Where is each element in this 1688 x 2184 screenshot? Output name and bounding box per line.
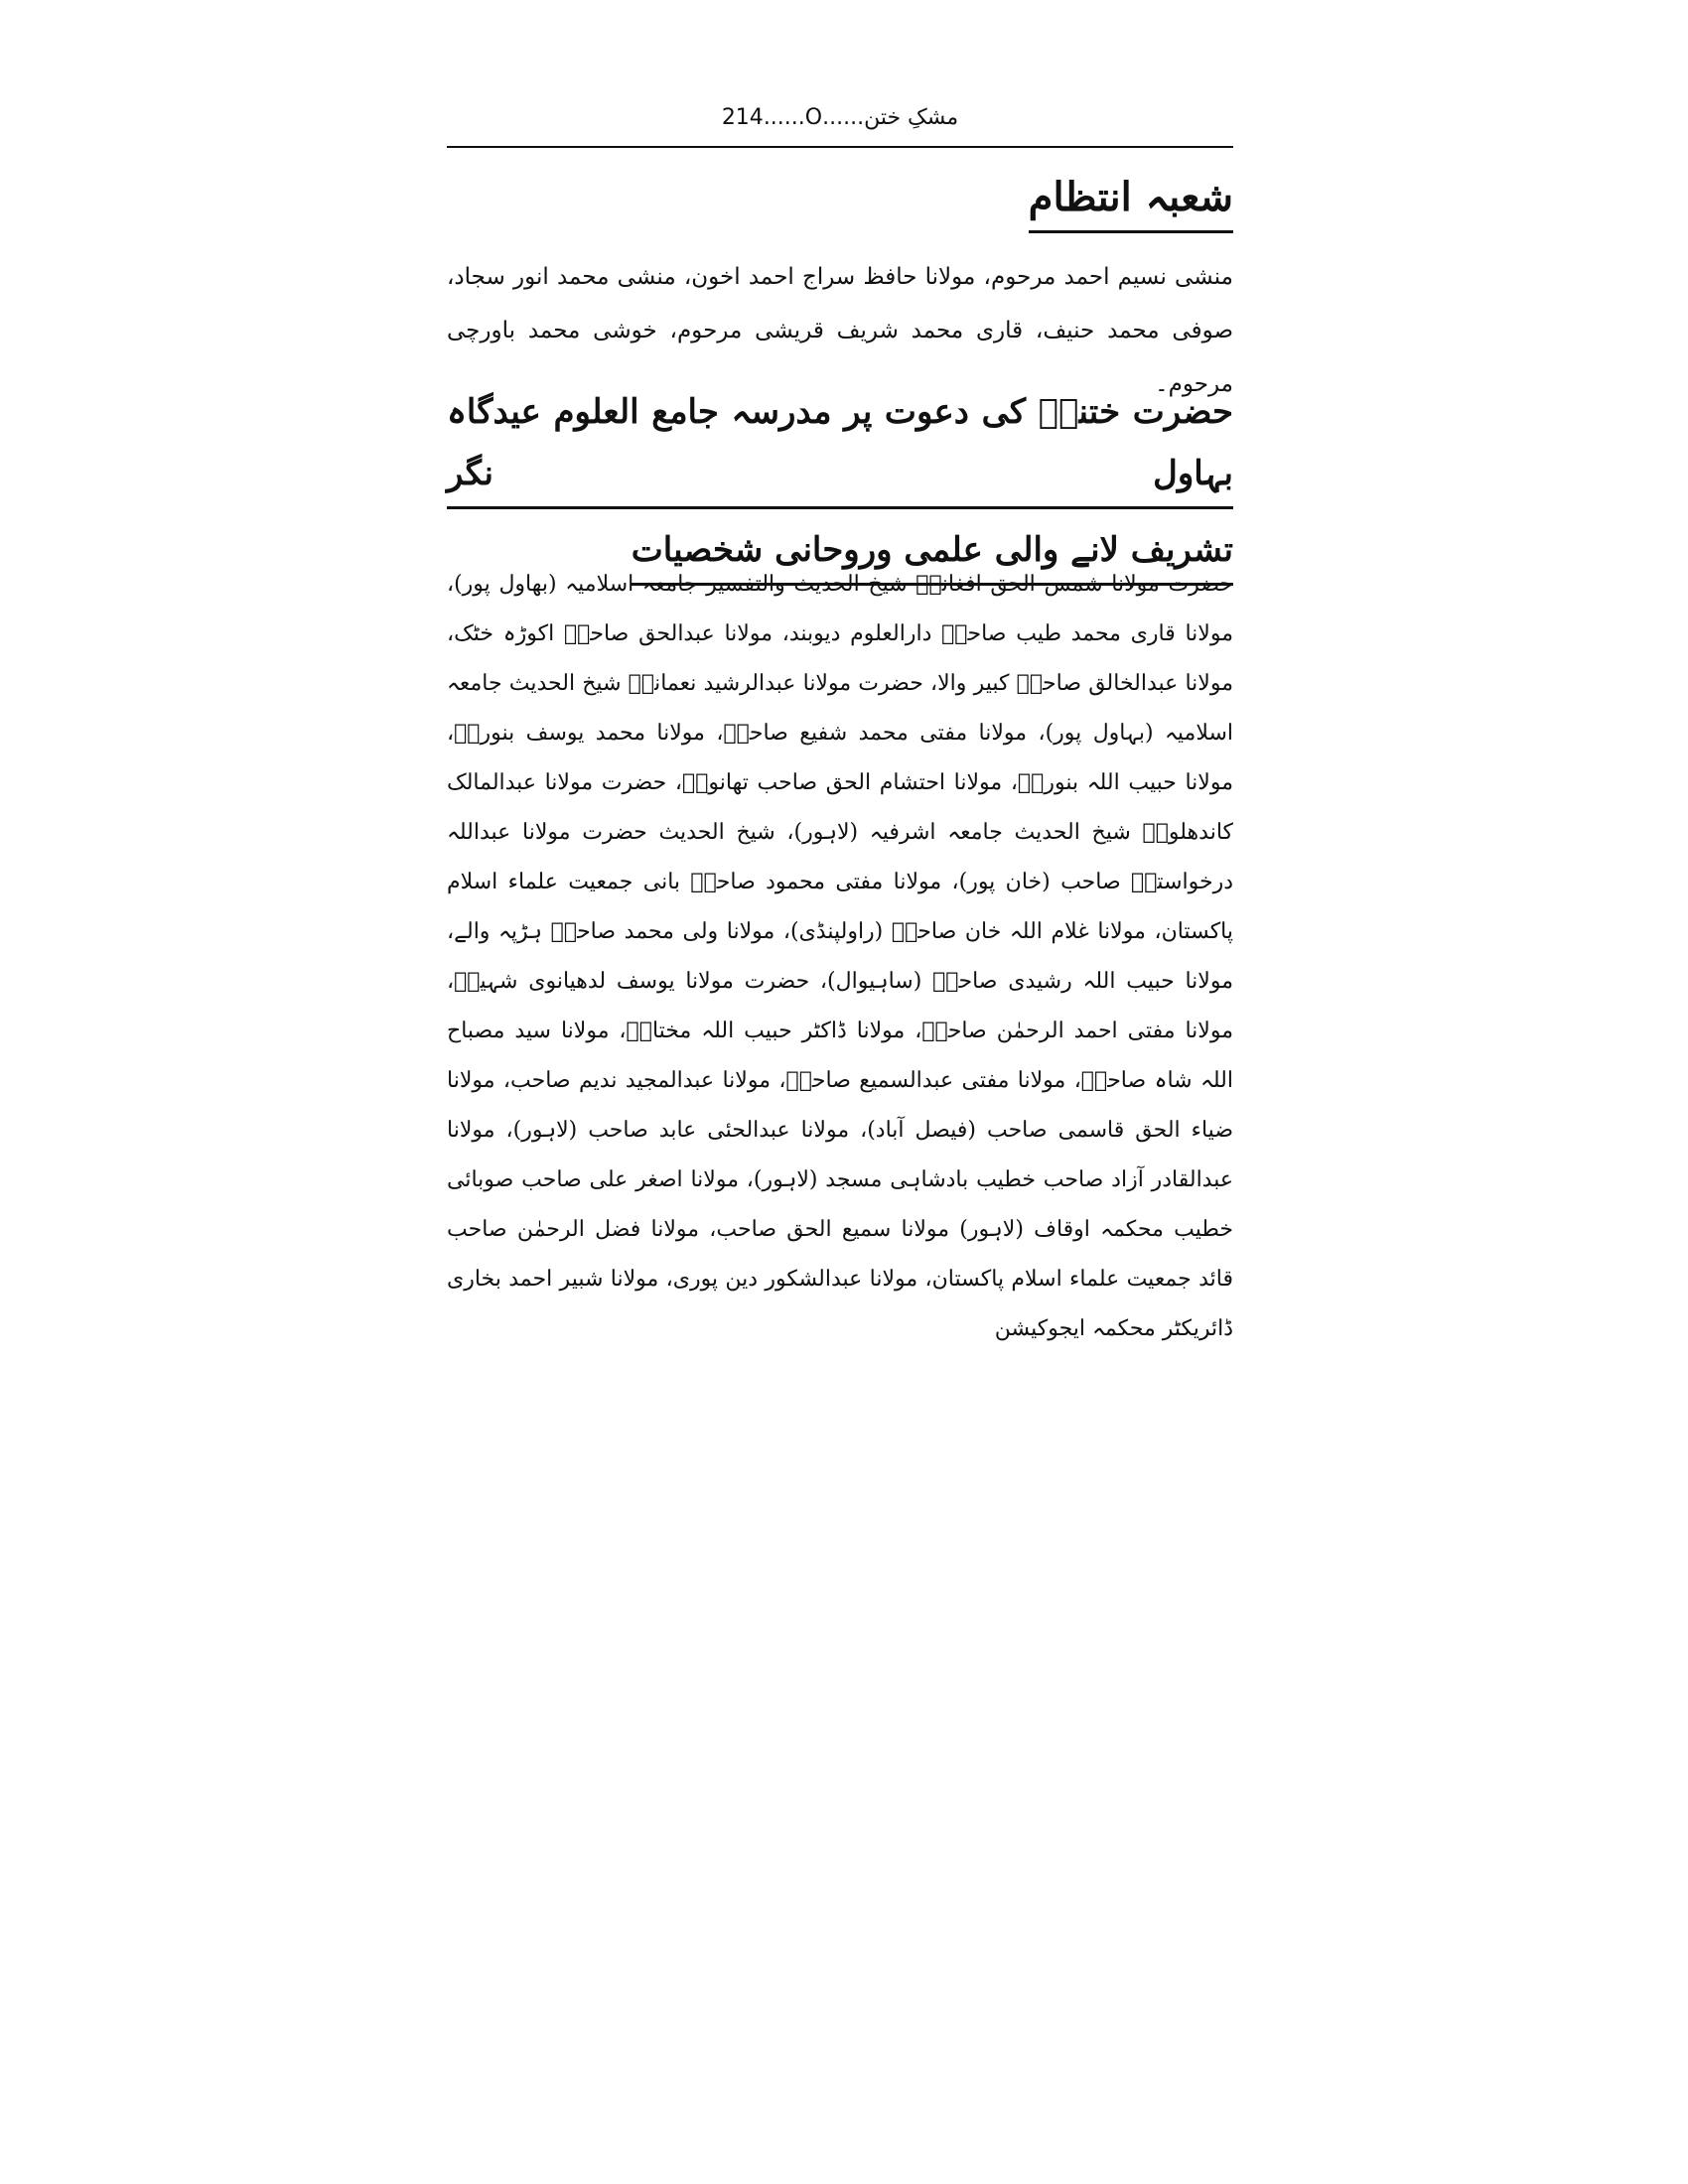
body-paragraph: حضرت مولانا شمس الحق افغانیؒ شیخ الحدیث والتفسیر جامعہ اسلامیہ (بھاول پور)، مولانا قاری محمد طیب صاحبؒ دارالعلوم دیوبند، مولانا عبدالحق صاحبؒ اکوڑہ خٹک، مولانا عبدالخالق صاحبؒ کبیر والا، حضرت مولانا عبدالرشید نعمانیؒ شیخ الحدیث جامعہ اسلامیہ (بہاول پور)، مولانا مفتی محمد شفیع صاحبؒ، مولانا محمد یوسف بنوریؒ، مولانا حبیب اللہ بنوریؒ، مولانا احتشام الحق صاحب تھانویؒ، حضرت مولانا عبدالمالک کاندھلویؒ شیخ الحدیث جامعہ اشرفیہ (لاہور)، شیخ الحدیث حضرت مولانا عبداللہ درخواستیؒ صاحب (خان پور)، مولانا مفتی محمود صاحبؒ بانی جمعیت علماء اسلام پاکستان، مولانا غلام اللہ خان صاحبؒ (راولپنڈی)، مولانا ولی محمد صاحبؒ ہڑپہ والے، مولانا حبیب اللہ رشیدی صاحبؒ (ساہیوال)، حضرت مولانا یوسف لدھیانوی شہیدؒ، مولانا مفتی احمد الرحمٰن صاحبؒ، مولانا ڈاکٹر حبیب اللہ مختارؒ، مولانا سید مصباح اللہ شاہ صاحبؒ، مولانا مفتی عبدالسمیع صاحبؒ، مولانا عبدالمجید ندیم صاحب، مولانا ضیاء الحق قاسمی صاحب (فیصل آباد)، مولانا عبدالحئی عابد صاحب (لاہور)، مولانا عبدالقادر آزاد صاحب خطیب بادشاہی مسجد (لاہور)، مولانا اصغر علی صاحب صوبائی خطیب محکمہ اوقاف (لاہور) مولانا سمیع الحق صاحب، مولانا فضل الرحمٰن صاحب قائد جمعیت علماء اسلام پاکستان، مولانا عبدالشکور دین پوری، مولانا شبیر احمد بخاری ڈائریکٹر محکمہ ایجوکیشن	[447, 572, 1233, 1341]
running-header-content	[722, 105, 958, 130]
page-column	[447, 95, 1233, 1545]
section-heading: شعبہ انتظام	[1029, 167, 1233, 233]
header-separator-left: ......	[763, 104, 805, 130]
main-heading-line-1: حضرت ختنیؒ کی دعوت پر مدرسہ جامع العلوم عیدگاہ بہاول نگر	[447, 381, 1233, 509]
page-number: 214	[721, 104, 764, 130]
header-separator-right: ......	[822, 104, 865, 130]
header-rule	[447, 146, 1233, 148]
staff-list-paragraph: منشی نسیم احمد مرحوم، مولانا حافظ سراج احمد اخون، منشی محمد انور سجاد، صوفی محمد حنیف، قاری محمد شریف قریشی مرحوم، خوشی محمد باورچی مرحوم۔	[447, 264, 1233, 397]
running-header	[447, 95, 1233, 139]
book-title: مشکِ ختن	[864, 104, 959, 130]
header-circle-mark: O	[804, 104, 823, 130]
main-heading-line-2: تشریف لانے والی علمی وروحانی شخصیات	[632, 519, 1233, 586]
main-heading	[447, 381, 1233, 586]
